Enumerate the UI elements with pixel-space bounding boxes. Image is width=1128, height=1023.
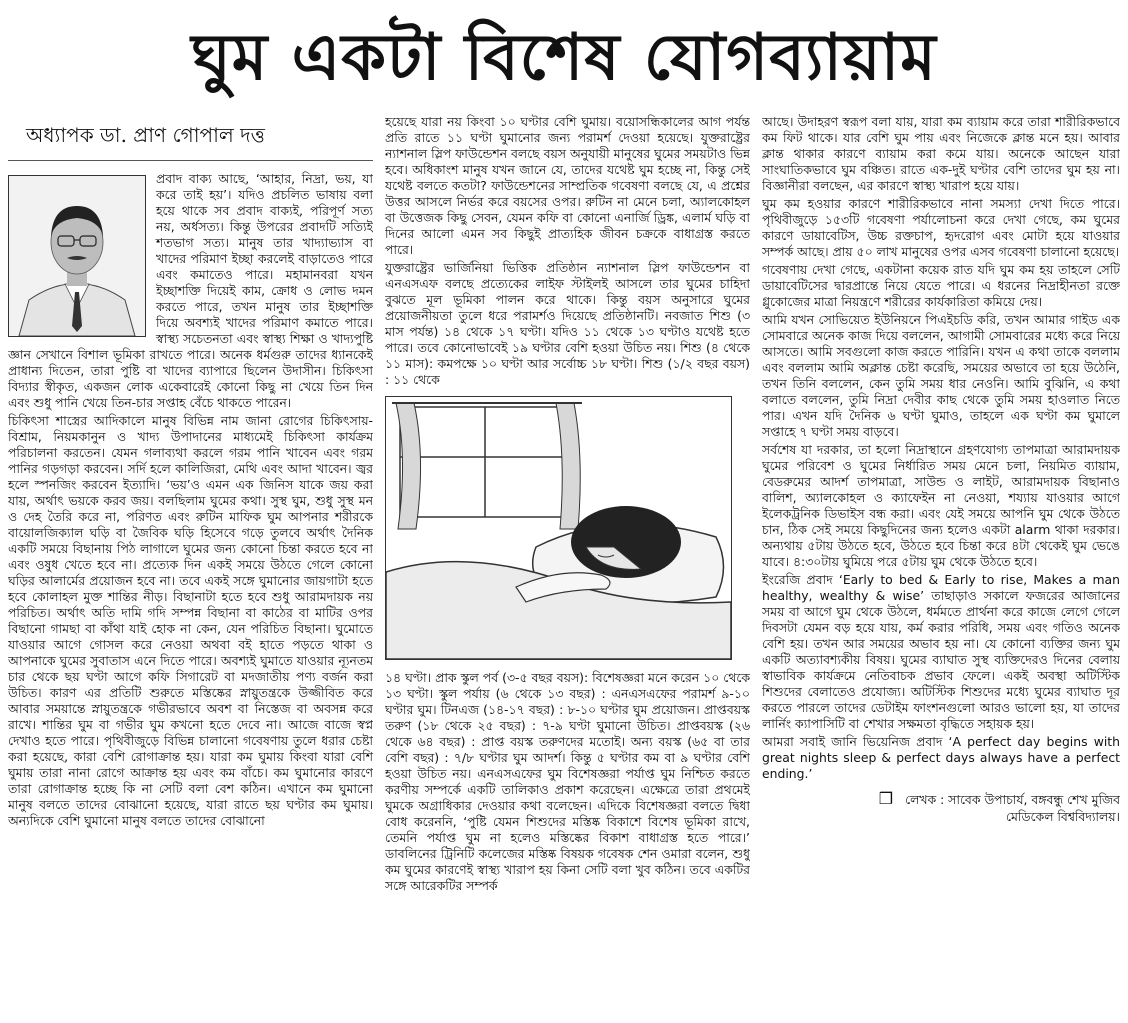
paragraph: গবেষণায় দেখা গেছে, একটানা কয়েক রাত যদি ঘুম কম হয় তাহলে সেটি ডায়াবেটিসের দ্বারপ্রান্তে নিয়ে যেতে পারে। এ ধরনের নিদ্রাহীনতা রক্তে গ্লুকোজের মাত্রা নিয়ন্ত্রণে শরীরের কার্যকারিতা কমিয়ে দেয়। <box>762 262 1120 309</box>
paragraph: আমরা সবাই জানি ভিয়েনিজ প্রবাদ ‘A perfect day begins with great nights sleep & perfect days always have a perfect ending.’ <box>762 734 1120 781</box>
square-bullet-icon: ❒ <box>878 789 894 808</box>
paragraph: ১৪ ঘণ্টা। প্রাক স্কুল পর্ব (৩-৫ বছর বয়স): বিশেষজ্ঞরা মনে করেন ১০ থেকে ১৩ ঘণ্টা। স্কুল পর্যায় (৬ থেকে ১৩ বছর) : এনএসএফের পরামর্শ ৯-১০ ঘণ্টার ঘুম। টিনএজ (১৪-১৭ বছর) : ৮-১০ ঘণ্টার ঘুম প্রয়োজন। প্রাপ্তবয়স্ক তরুণ (১৮ থেকে ২৫ বছর) : ৭-৯ ঘণ্টা ঘুমানো উচিত। প্রাপ্তবয়স্ক (২৬ থেকে ৬৪ বছর) : প্রাপ্ত বয়স্ক তরুণদের মতোই। অন্য বয়স্ক (৬৫ বা তার বেশি বছর) : ৭/৮ ঘণ্টার ঘুম আদর্শ। কিন্তু ৫ ঘণ্টার কম বা ৯ ঘণ্টার বেশি হওয়া উচিত নয়। এনএসএফের ঘুম বিশেষজ্ঞরা পর্যাপ্ত ঘুম নিশ্চিত করতে করণীয় সম্পর্কে একটি তালিকাও প্রকাশ করেছেন। এক্ষেত্রে তারা প্রথমেই ঘুমকে অগ্রাধিকার দেওয়ার কথা বলেছেন। এদিকে বিশেষজ্ঞরা বলতে দ্বিধা বোধ করেননি, ‘পুষ্টি যেমন শিশুদের মস্তিষ্ক বিকাশে বিশেষ ভূমিকা রাখে, তেমনি পর্যাপ্ত ঘুম না হলেও মস্তিষ্কের বিকাশ বাধাগ্রস্ত হতে পারে।’ ডাবলিনের ট্রিনিটি কলেজের মস্তিষ্ক বিষয়ক গবেষক শেন ওমারা বলেন, শুধু কম ঘুমের কারণেই স্বাস্থ্য খারাপ হয় কিনা সেটি বলা খুব কঠিন। তবে একটির সঙ্গে আরেকটির সম্পর্ক <box>385 670 750 893</box>
headline: ঘুম একটা বিশেষ যোগব্যায়াম <box>191 20 937 95</box>
author-byline: অধ্যাপক ডা. প্রাণ গোপাল দত্ত <box>8 114 373 161</box>
paragraph: হয়েছে যারা নয় কিংবা ১০ ঘণ্টার বেশি ঘুমায়। বয়োসন্ধিকালের আগ পর্যন্ত প্রতি রাতে ১১ ঘণ্টা ঘুমানোর জন্য পরামর্শ দেওয়া হয়েছে। যুক্তরাষ্ট্রের ন্যাশনাল স্লিপ ফাউন্ডেশন বলছে বয়স অনুযায়ী মানুষের ঘুমের সময়টাও ভিন্ন হবে। অধিকাংশ মানুষ যখন জানে যে, তাদের যথেষ্ট ঘুম হচ্ছে না, কিন্তু সেই যথেষ্ট বলতে কতটা? ফাউন্ডেশনের সাম্প্রতিক গবেষণা বলছে যে, এ প্রশ্নের উত্তর আসলে নির্ভর করে বয়সের ওপর। রুটিন না মেনে চলা, অ্যালকোহল বা উত্তেজক কিছু সেবন, যেমন কফি বা কোনো এনার্জি ড্রিঙ্ক, এলার্ম ঘড়ি বা দিনের আলো এমন সব কিছুই প্রাত্যহিক জীবন চক্রকে বাধাগ্রস্ত করতে পারে। <box>385 114 750 257</box>
article-column-3 <box>762 114 1120 1020</box>
article-column-1 <box>8 114 373 1020</box>
author-note-line-1: লেখক : সাবেক উপাচার্য, বঙ্গবন্ধু শেখ মুজিব <box>905 792 1120 807</box>
paragraph: যুক্তরাষ্ট্রের ভার্জিনিয়া ভিত্তিক প্রতিষ্ঠান ন্যাশনাল স্লিপ ফাউন্ডেশন বা এনএসএফ বলছে প্রত্যেকের লাইফ স্টাইলই আসলে তার ঘুমের চাহিদা বুঝতে মূল ভূমিকা পালন করে থাকে। কিন্তু বয়স অনুসারে ঘুমের প্রয়োজনীয়তা তুলে ধরে পরামর্শও দিয়েছে প্রতিষ্ঠানটি। নবজাত শিশু (৩ মাস পর্যন্ত) ১৪ থেকে ১৭ ঘণ্টা। যদিও ১১ থেকে ১৩ ঘণ্টাও যথেষ্ট হতে পারে। তবে কোনোভাবেই ১৯ ঘণ্টার বেশি হওয়া উচিত নয়। শিশু (৪ থেকে ১১ মাস): কমপক্ষে ১০ ঘণ্টা আর সর্বোচ্চ ১৮ ঘণ্টা। শিশু (১/২ বছর বয়স) : ১১ থেকে <box>385 260 750 387</box>
author-note <box>762 790 1120 825</box>
paragraph: প্রবাদ বাক্য আছে, ‘আহার, নিদ্রা, ভয়, যা করে তাই হয়’। যদিও প্রচলিত ভাষায় বলা হয়ে থাকে সব প্রবাদ বাক্যই, পরিপূর্ণ সত্য নয়, অর্ধসত্য। কিন্তু উপরের প্রবাদটি সত্যিই শতভাগ সত্য। মানুষ তার খাদ্যাভ্যাস বা খাদের পরিমাণ ইচ্ছা করলেই বাড়াতেও পারে এবং কমাতেও পারে। মহামানবরা যখন ইচ্ছাশক্তি দিয়েই কাম, ক্রোধ ও লোভ দমন করতে পারে, তখন মানুষ তার ইচ্ছাশক্তি দিয়ে অবশ্যই খাদের পরিমাণ কমাতে পারে। স্বাস্থ্য সচেতনতা এবং স্বাস্থ্য শিক্ষা ও খাদ্যপুষ্টি জ্ঞান সেখানে বিশাল ভূমিকা রাখতে পারে। অনেক ধর্মগুরু তাদের ধ্যানকেই প্রাধান্য দিতেন, তারা পুষ্টি বা খাদের ব্যাপারে ছিলেন উদাসীন। চিকিৎসা বিদ্যার স্বীকৃত, একজন লোক একেবারেই কোনো কিছু না খেয়ে তিন দিন এবং শুধু পানি খেয়ে তিন-চার সপ্তাহ বেঁচে থাকতে পারেন। <box>8 171 373 410</box>
paragraph: ঘুম কম হওয়ার কারণে শারীরিকভাবে নানা সমস্যা দেখা দিতে পারে। পৃথিবীজুড়ে ১৫৩টি গবেষণা পর্যালোচনা করে দেখা গেছে, কম ঘুমের কারণে ডায়াবেটিস, উচ্চ রক্তচাপ, হৃদরোগ এবং মোটা হয়ে যাওয়ার সম্পর্ক আছে। প্রায় ৫০ লাখ মানুষের ওপর এসব গবেষণা চালানো হয়েছে। <box>762 196 1120 259</box>
paragraph: ইংরেজি প্রবাদ ‘Early to bed & Early to rise, Makes a man healthy, wealthy & wise’ তাছাড়াও সকালে ফজরের আজানের সময় বা আগে ঘুম থেকে উঠলে, ধর্মমতে প্রার্থনা করে কাজে লেগে গেলে দিবসটা যেমন বড় হয়ে যায়, কর্ম করার পরিধি, সময় এবং গতিও অনেক বেশি হয়। তখন আর সময়ের অভাব হয় না। যে কোনো ব্যক্তির জন্য ঘুম একটি অত্যাবশ্যকীয় বিষয়। ঘুমের ব্যাঘাত সুস্থ ব্যক্তিদেরও দিনের বেলায় স্বাভাবিক কার্যক্রমে নেতিবাচক প্রভাব ফেলে। একই অবস্থা অটিস্টিক শিশুদের বেলাতেও প্রযোজ্য। অটিস্টিক শিশুদের মধ্যে ঘুমের ব্যাঘাত দূর করতে পারলে তাদের ডেটাইম ফাংশনগুলো আরও ভালো হয়, যা তাদের লার্নিং ক্যাপাসিটি বা শেখার সক্ষমতা বৃদ্ধিতে সহায়ক হয়। <box>762 572 1120 731</box>
paragraph: সর্বশেষ যা দরকার, তা হলো নিদ্রাস্থানে গ্রহণযোগ্য তাপমাত্রা আরামদায়ক ঘুমের পরিবেশ ও ঘুমের নির্ধারিত সময় মেনে চলা, নিয়মিত ব্যায়াম, বেডরুমের আদর্শ তাপমাত্রা, সাউন্ড ও লাইট, আরামদায়ক বিছানাও বালিশ, অ্যালকোহল ও ক্যাফেইন না নেওয়া, শয্যায় যাওয়ার আগে ইলেকট্রনিক ডিভাইস বন্ধ করা। এবং যেই সময়ে আপনি ঘুম থেকে উঠতে চান, ঠিক সেই সময়ে কিছুদিনের জন্য হলেও একটা alarm থাকা দরকার। অন্যথায় ৫টায় উঠতে হবে, উঠতে হবে চিন্তা করে ৪টা থেকেই ঘুম ভেঙে যাবে। ৪:৩০টায় ঘুমিয়ে পরে ৫টায় ঘুম থেকে উঠতে হবে। <box>762 442 1120 569</box>
paragraph: চিকিৎসা শাস্ত্রের আদিকালে মানুষ বিভিন্ন নাম জানা রোগের চিকিৎসায়-বিশ্রাম, নিয়মকানুন ও খাদ্য উপাদানের মাধ্যমেই চিকিৎসা কার্যক্রম পরিচালনা করতেন। যেমন গলাব্যথা করলে গরম পানি খাবেন এবং গরম পানির গড়গড়া করবেন। সর্দি হলে কালিজিরা, মেথি এবং আদা খাবেন। জ্বর হলে স্পনজিং করবেন ইত্যাদি। ‘ভয়’ও এমন এক জিনিস যাকে জয় করা যায়, অর্থাৎ ভয়কে করব জয়। বলছিলাম ঘুমের কথা। সুস্থ ঘুম, শুধু সুস্থ মন ও দেহ তৈরি করে না, পরিণত এবং রুটিন মাফিক ঘুম আপনার শরীরকে বায়োলজিক্যাল ঘড়ি বা জৈবিক ঘড়ি হিসেবে গড়ে তুলবে অর্থাৎ দৈনিক একটি সময়ে বিছানায় পিঠ লাগালে ঘুমের জন্য কোনো চিন্তা করতে হবে না এবং ওষুধ খেতে হবে না। প্রত্যেক দিন একই সময়ে উঠতে গেলে কোনো ঘড়ির আলার্মের প্রয়োজন হবে না। তবে একই সঙ্গে ঘুমানোর জায়গাটা হতে হবে কোলাহল মুক্ত শান্তির নীড়। বিছানাটা হতে হবে শুধু আরামদায়ক নয় পরিচিত। অর্থাৎ অতি দামি গদি সম্পন্ন বিছানা বা কাঠের বা মাটির ওপর বিছানো গামছা বা কাঁথা যাই হোক না কেন, যেন পরিচিত বিছানা। ঘুমোতে যাওয়ার আগে গোসল করে নেওয়া অথবা বই হাতে পড়তে থাকা ও আপনাকে ঘুমের সুবাতাস এনে দিতে পারে। অবশ্যই ঘুমাতে যাওয়ার ন্যূনতম চার থেকে ছয় ঘণ্টা আগে কফি সিগারেট বা মদজাতীয় পণ্য বর্জন করা উচিত। কারণ এর প্রতিটি শুরুতে মস্তিষ্কের স্নায়ুতন্ত্রকে উজ্জীবিত করে আবার সময়ান্তে স্নায়ুতন্ত্রকে গভীরভাবে অবশ বা নিস্তেজ বা অবসন্ন করে রাখে। শান্তির ঘুম বা গভীর ঘুম কখনো হতে দেবে না। আজে বাজে স্বপ্ন দেখাও হতে পারে। পৃথিবীজুড়ে বিভিন্ন চালানো গবেষণায় তুলে ধরার চেষ্টা করা হয়েছে, কারা বেশি রোগাক্রান্ত হয়। যারা কম ঘুমায় কিংবা যারা বেশি ঘুমায় তারা নানা রোগে আক্রান্ত হয় এবং কম বাঁচে। কম ঘুমানোর কারণে তারা রোগাক্রান্ত হচ্ছে কি না সেটি বলা বেশ কঠিন। এখানে কম ঘুমানো মানুষ বলতে তাদের বোঝানো হয়েছে, যারা রাতে ছয় ঘণ্টার কম ঘুমায়। অন্যদিকে বেশি ঘুমানো মানুষ বলতে তাদের বোঝানো <box>8 413 373 828</box>
author-note-line-2: মেডিকেল বিশ্ববিদ্যালয়। <box>1005 809 1120 824</box>
sleeping-person-illustration <box>385 396 732 660</box>
article-column-2 <box>385 114 750 1020</box>
author-portrait <box>8 175 146 337</box>
paragraph: আমি যখন সোভিয়েত ইউনিয়নে পিএইচডি করি, তখন আমার গাইড এক সোমবারে অনেক কাজ দিয়ে বললেন, আগামী সোমবারের মধ্যে করে নিয়ে আসতে। আমি সবগুলো কাজ করতে পারিনি। যখন এ কথা তাকে বললাম এবং বললাম আমি অক্লান্ত চেষ্টা করেছি, সময়ের অভাবে তা হয়ে উঠেনি, তখন তিনি বললেন, কেন তুমি সময় ধার নেওনি। আমি বুঝিনি, এ কথা বলাতে বললেন, তুমি নিদ্রা দেবীর কাছ থেকে তুমি সময় হাওলাত নিতে পার। এখন যদি দৈনিক ৬ ঘণ্টা ঘুমাও, তাহলে এক ঘণ্টা কম ঘুমালে সপ্তাহে ৭ ঘণ্টা সময় বাড়বে। <box>762 312 1120 439</box>
paragraph: আছে। উদাহরণ স্বরূপ বলা যায়, যারা কম ব্যায়াম করে তারা শারীরিকভাবে কম ফিট থাকে। যার বেশি ঘুম পায় এবং নিজেকে ক্লান্ত মনে হয়। আবার ক্লান্ত থাকার কারণে ব্যায়াম করা কমে যায়। অনেকে আছেন যারা সাংঘাতিকভাবে ঘুম বঞ্চিত। রাতে এক-দুই ঘণ্টার বেশি তাদের ঘুম হয় না। বিজ্ঞানীরা বলছেন, এর কারণে স্বাস্থ্য খারাপ হয়ে যায়। <box>762 114 1120 193</box>
